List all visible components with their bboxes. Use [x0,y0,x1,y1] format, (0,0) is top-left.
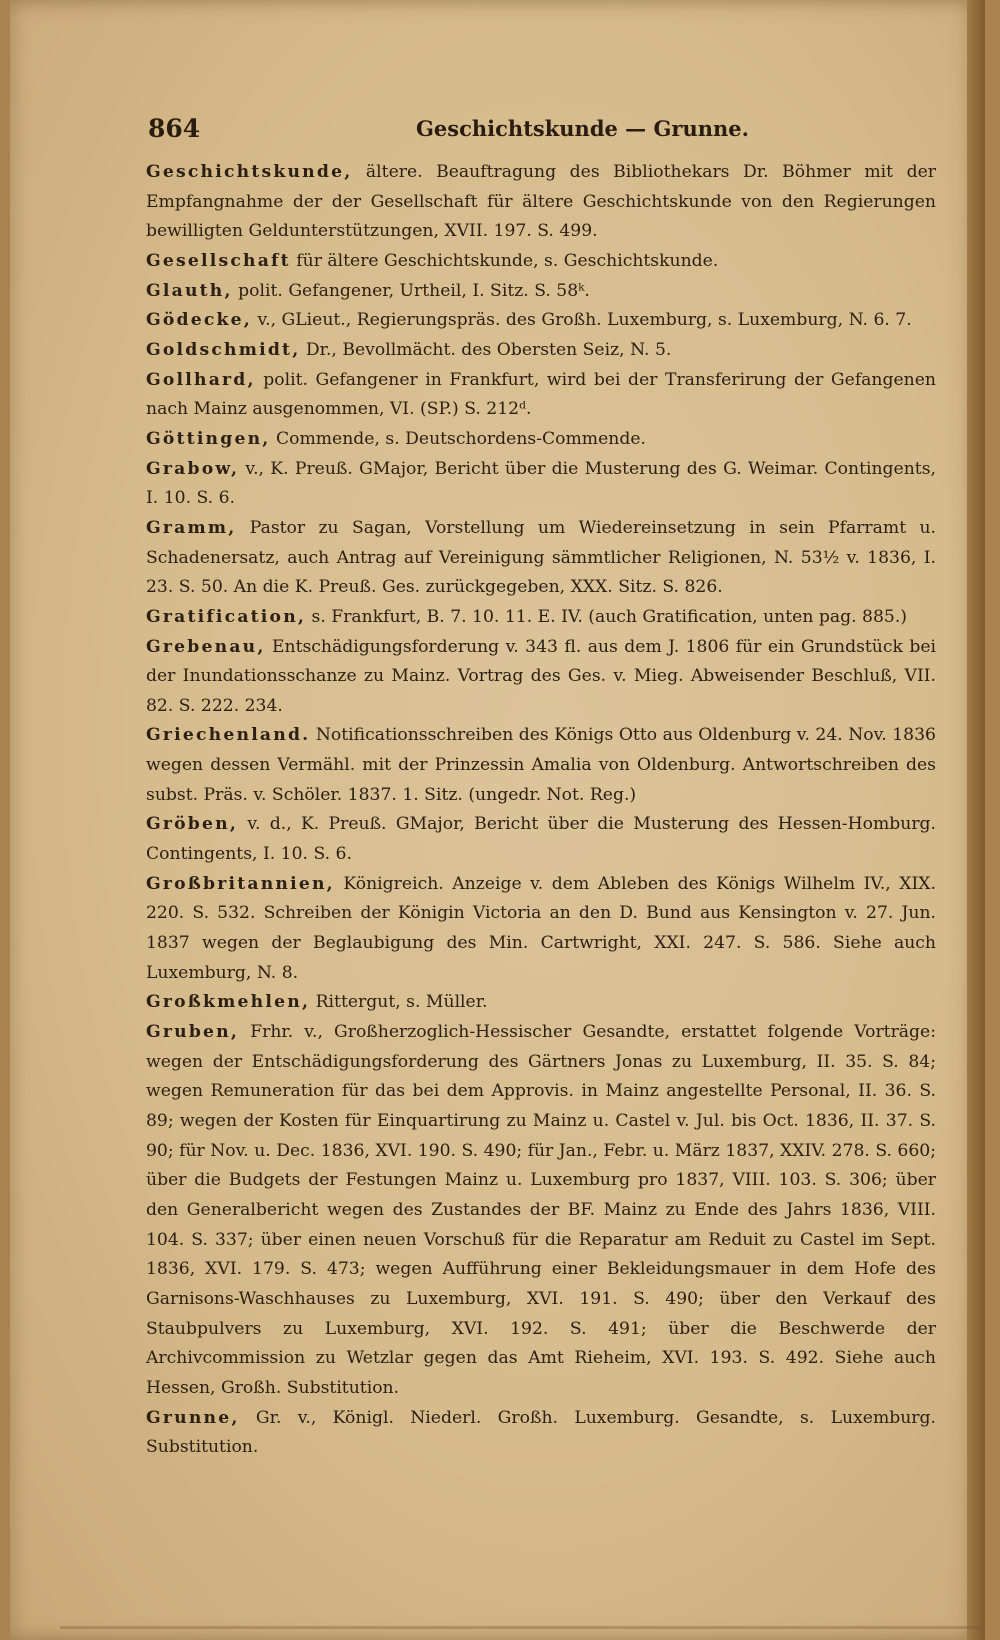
entry-text: v., K. Preuß. GMajor, Bericht über die Musterung des G. Weimar. Contingents, I. 10. S. 6. [146,458,936,509]
entry-heading: Gollhard, [146,369,256,390]
index-entry [146,247,936,277]
entry-heading: Glauth, [146,280,233,301]
index-entries [146,158,936,1463]
index-entry [146,425,936,455]
index-entry [146,988,936,1018]
running-head: Geschichtskunde — Grunne. [416,116,749,141]
index-entry [146,306,936,336]
entry-text: Notificationsschreiben des Königs Otto aus Oldenburg v. 24. Nov. 1836 wegen dessen Vermähl. mit der Prinzessin Amalia von Oldenburg. Antwortschreiben des subst. Präs. v. Schöler. 1837. 1. Sitz. (ungedr. Not. Reg.) [146,725,936,805]
index-entry [146,366,936,425]
entry-heading: Gröben, [146,814,239,835]
entry-heading: Grabow, [146,458,240,479]
book-page [10,0,985,1640]
index-entry [146,633,936,722]
index-entry [146,870,936,989]
entry-text: v. d., K. Preuß. GMajor, Bericht über die Musterung des Hessen-Homburg. Contingents, I. 10. S. 6. [146,814,936,865]
entry-text: polit. Gefangener, Urtheil, I. Sitz. S. 58ᵏ. [232,280,590,301]
entry-heading: Gratification, [146,606,307,627]
entry-heading: Göttingen, [146,428,271,449]
entry-heading: Großkmehlen, [146,992,311,1013]
entry-text: Entschädigungsforderung v. 343 fl. aus dem J. 1806 für ein Grundstück bei der Inundationsschanze zu Mainz. Vortrag des Ges. v. Mieg. Abweisender Beschluß, VII. 82. S. 222. 234. [146,636,936,716]
page-bottom-edge [60,1626,980,1629]
index-entry [146,1018,936,1404]
index-entry [146,455,936,514]
entry-text: v., GLieut., Regierungspräs. des Großh. Luxemburg, s. Luxemburg, N. 6. 7. [252,310,912,331]
index-entry [146,158,936,247]
index-entry [146,514,936,603]
entry-text: Commende, s. Deutschordens-Commende. [270,428,646,449]
entry-heading: Gramm, [146,517,237,538]
entry-text: Dr., Bevollmächt. des Obersten Seiz, N. 5. [300,339,672,360]
entry-text: s. Frankfurt, B. 7. 10. 11. E. IV. (auch Gratification, unten pag. 885.) [306,606,908,627]
entry-text: Gr. v., Königl. Niederl. Großh. Luxemburg. Gesandte, s. Luxemburg. Substitution. [146,1407,936,1458]
entry-text: ältere. Beauftragung des Bibliothekars Dr. Böhmer mit der Empfangnahme der der Gesellschaft für ältere Geschichtskunde von den Regierungen bewilligten Geldunterstützungen, XVII. 197. S. 499. [146,162,936,242]
page-edge-shadow [967,0,985,1640]
index-entry [146,603,936,633]
entry-heading: Grebenau, [146,636,266,657]
entry-heading: Großbritannien, [146,873,335,894]
index-entry [146,336,936,366]
entry-heading: Grunne, [146,1407,240,1428]
entry-text: Frhr. v., Großherzoglich-Hessischer Gesandte, erstattet folgende Vorträge: wegen der Entschädigungsforderung des Gärtners Jonas zu Luxemburg, II. 35. S. 84; wegen Remuneration für das bei dem Approvis. in Mainz angestellte Personal, II. 36. S. 89; wegen der Kosten für Einquartirung zu Mainz u. Castel v. Jul. bis Oct. 1836, II. 37. S. 90; für Nov. u. Dec. 1836, XVI. 190. S. 490; für Jan., Febr. u. März 1837, XXIV. 278. S. 660; über die Budgets der Festungen Mainz u. Luxemburg pro 1837, VIII. 103. S. 306; über den Generalbericht wegen des Zustandes der BF. Mainz zu Ende des Jahrs 1836, VIII. 104. S. 337; über einen neuen Vorschuß für die Reparatur am Reduit zu Castel im Sept. 1836, XVI. 179. S. 473; wegen Aufführung einer Bekleidungsmauer in dem Hofe des Garnisons-Waschhauses zu Luxemburg, XVI. 191. S. 490; über den Verkauf des Staubpulvers zu Luxemburg, XVI. 192. S. 491; über die Beschwerde der Archivcommission zu Wetzlar gegen das Amt Rieheim, XVI. 193. S. 492. Siehe auch Hessen, Großh. Substitution. [146,1022,937,1398]
entry-text: Königreich. Anzeige v. dem Ableben des Königs Wilhelm IV., XIX. 220. S. 532. Schreiben der Königin Victoria an den D. Bund aus Kensington v. 27. Jun. 1837 wegen der Beglaubigung des Min. Cartwright, XXI. 247. S. 586. Siehe auch Luxemburg, N. 8. [146,873,936,983]
page-number: 864 [148,114,201,143]
entry-text: Pastor zu Sagan, Vorstellung um Wiedereinsetzung in sein Pfarramt u. Schadenersatz, auch Antrag auf Vereinigung sämmtlicher Religionen, N. 53½ v. 1836, I. 23. S. 50. An die K. Preuß. Ges. zurückgegeben, XXX. Sitz. S. 826. [146,517,936,598]
index-entry [146,810,936,869]
entry-heading: Geschichtskunde, [146,162,353,182]
entry-heading: Griechenland. [146,725,311,746]
index-entry [146,277,936,307]
index-entry [146,721,936,810]
entry-text: für ältere Geschichtskunde, s. Geschichtskunde. [290,250,719,271]
entry-heading: Gruben, [146,1022,240,1043]
entry-text: polit. Gefangener in Frankfurt, wird bei der Transferirung der Gefangenen nach Mainz ausgenommen, VI. (SP.) S. 212ᵈ. [146,369,936,420]
entry-heading: Gesellschaft [146,250,291,271]
index-entry [146,1404,936,1463]
entry-heading: Goldschmidt, [146,339,301,360]
page-header [148,108,749,148]
entry-heading: Gödecke, [146,310,252,331]
entry-text: Rittergut, s. Müller. [310,992,488,1013]
